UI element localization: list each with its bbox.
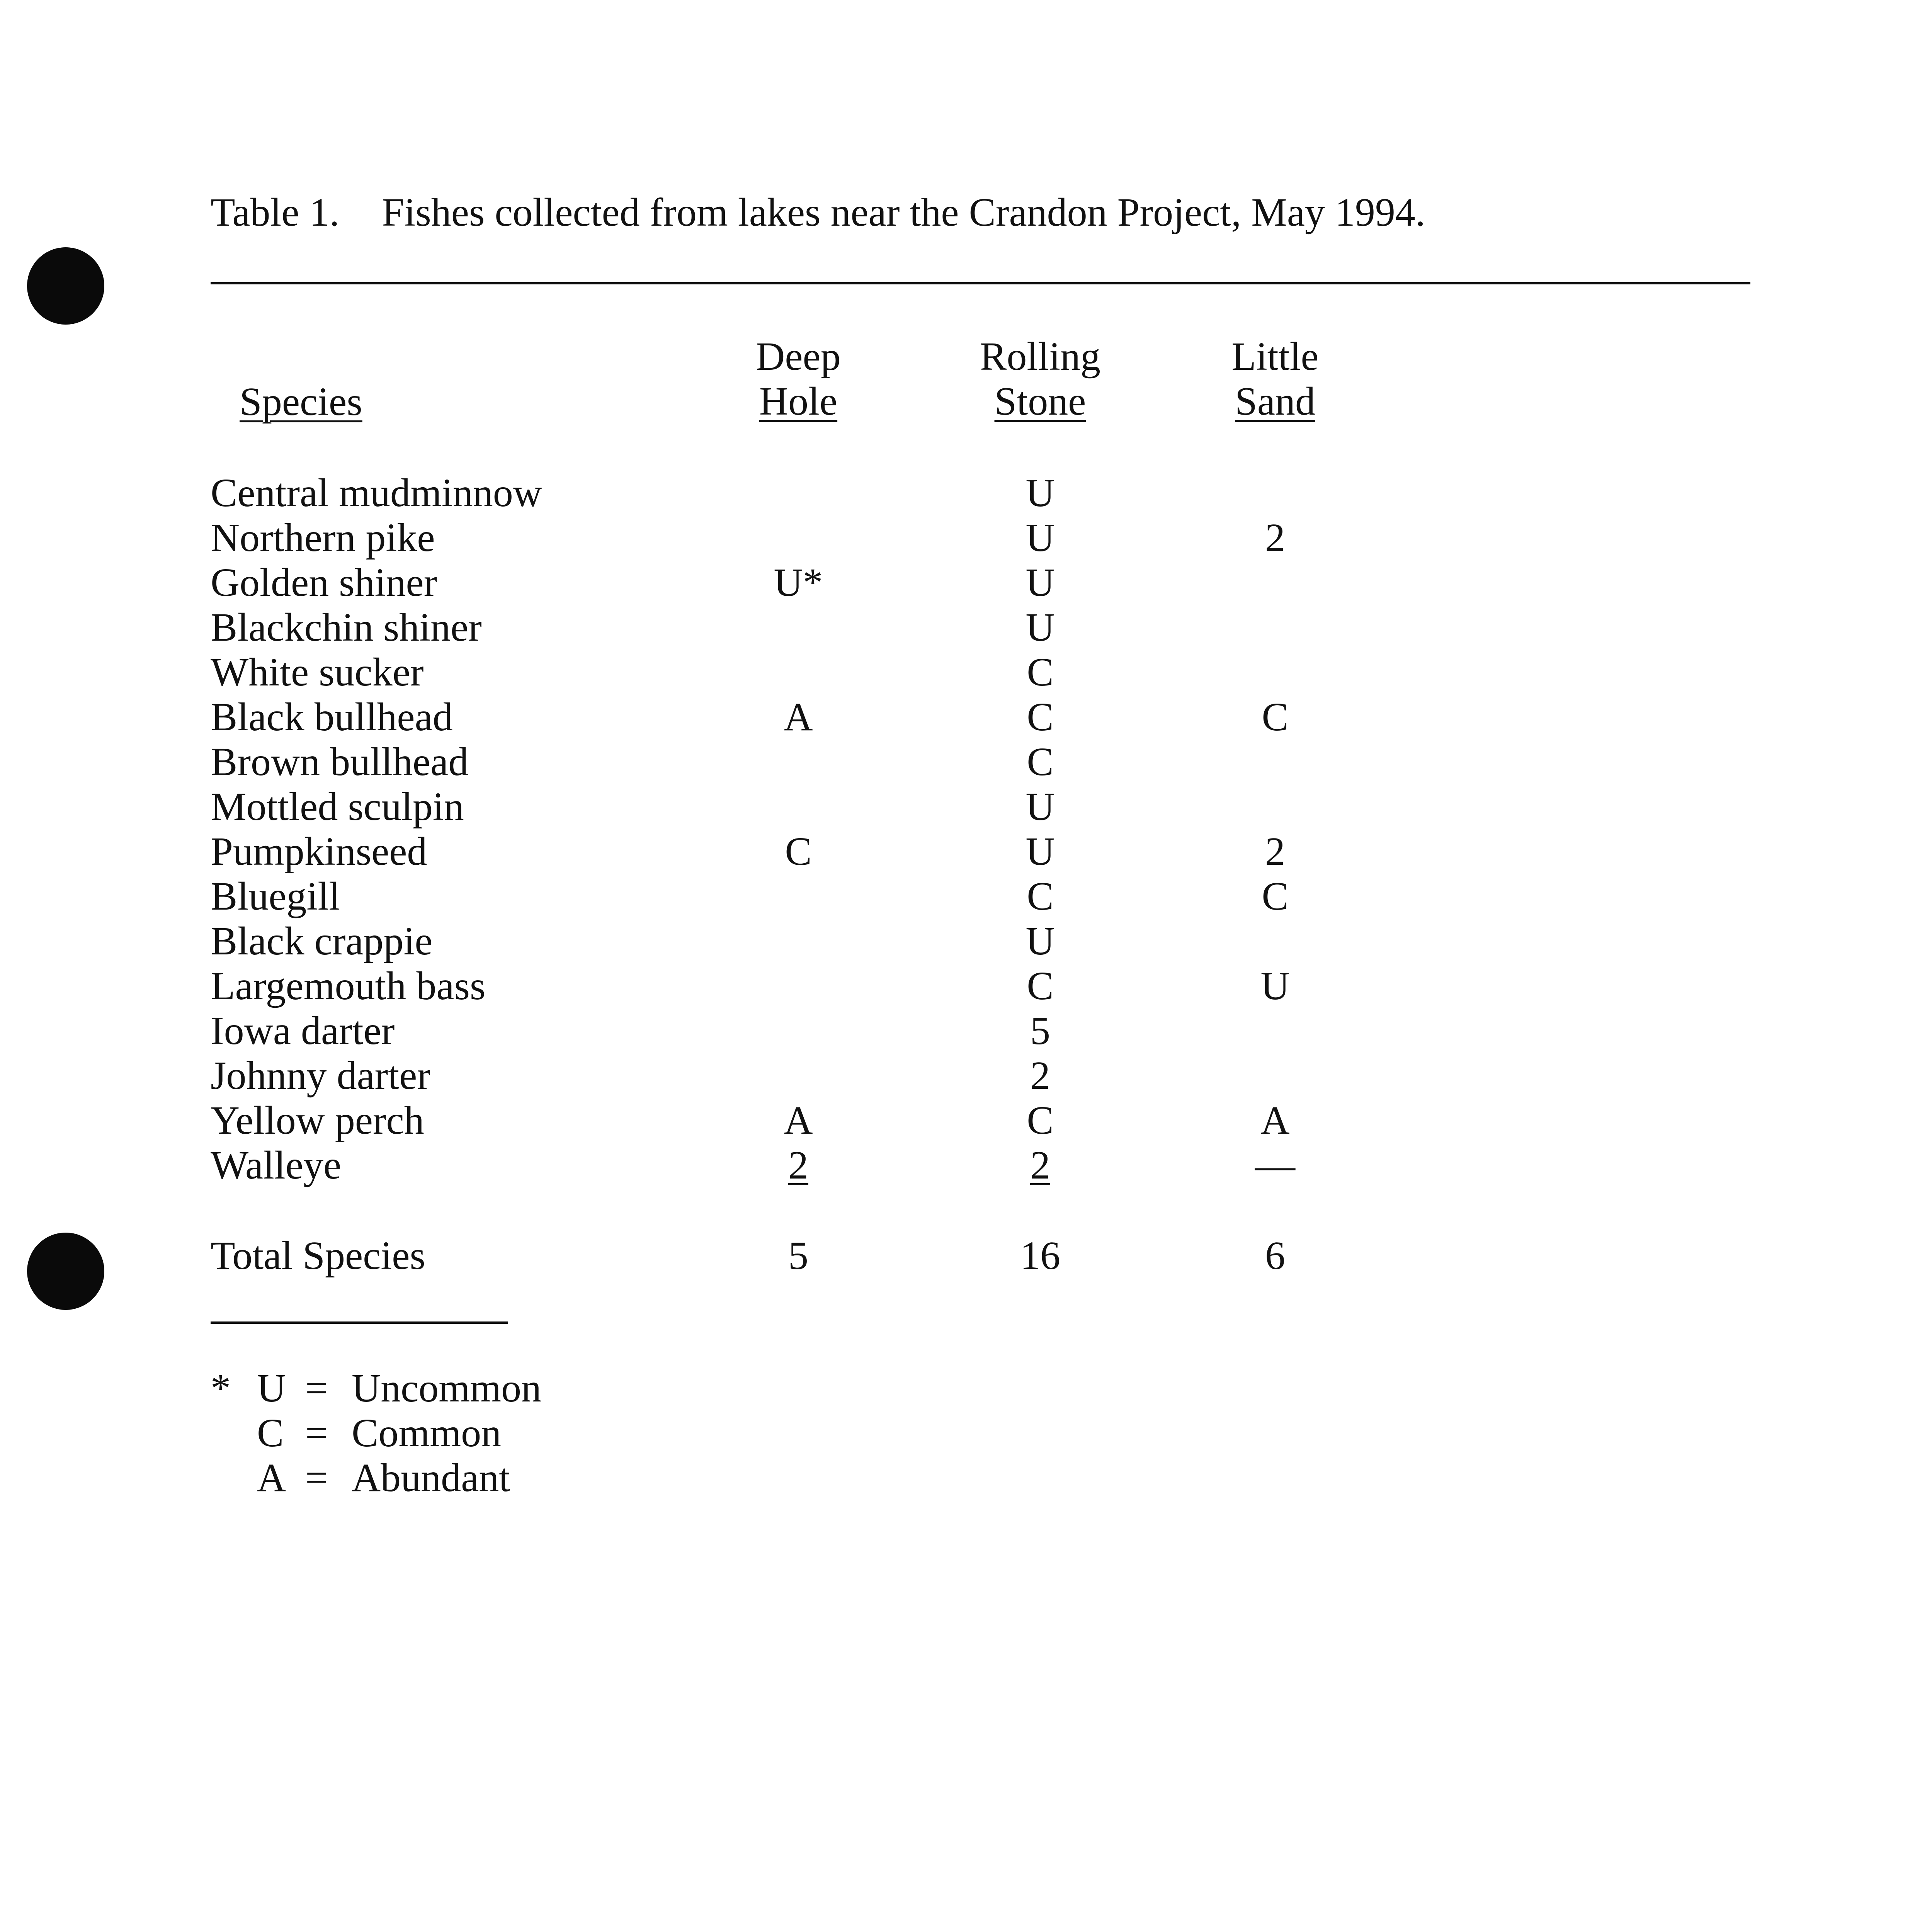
table-caption-label: Table 1. — [211, 190, 340, 235]
deep-hole-value: C — [785, 829, 812, 874]
header-deep-hole-line1: Deep — [756, 334, 841, 379]
little-sand-value: C — [1262, 695, 1289, 739]
rolling-stone-value: U — [1026, 919, 1055, 963]
table-row — [0, 605, 1932, 650]
table-row — [0, 471, 1932, 515]
species-name: Central mudminnow — [211, 471, 542, 515]
legend-key: U — [257, 1366, 286, 1410]
totals-row — [0, 1233, 1932, 1278]
rolling-stone-value: C — [1027, 1098, 1054, 1143]
legend-equals: = — [305, 1411, 328, 1455]
species-name: Mottled sculpin — [211, 784, 464, 829]
header-species: Species — [240, 379, 362, 424]
totals-label: Total Species — [211, 1233, 425, 1278]
rolling-stone-value: C — [1027, 695, 1054, 739]
species-name: White sucker — [211, 650, 424, 694]
header-little-sand — [1159, 334, 1391, 424]
binder-hole-top — [27, 247, 104, 325]
little-sand-value: 2 — [1265, 829, 1285, 874]
rolling-stone-value: C — [1027, 874, 1054, 918]
rolling-stone-value: U — [1026, 605, 1055, 650]
table-caption — [211, 189, 1425, 235]
table-row — [0, 784, 1932, 829]
table-row — [0, 560, 1932, 605]
table-row — [0, 919, 1932, 964]
table-row — [0, 650, 1932, 695]
table-row — [0, 1053, 1932, 1098]
table-row — [0, 829, 1932, 874]
little-sand-value: A — [1260, 1098, 1290, 1143]
species-name: Pumpkinseed — [211, 829, 427, 874]
rolling-stone-value: U — [1026, 784, 1055, 829]
header-deep-hole — [682, 334, 914, 424]
little-sand-value: — — [1255, 1143, 1295, 1187]
rolling-stone-value: U — [1026, 515, 1055, 560]
species-name: Northern pike — [211, 515, 435, 560]
rolling-stone-value: U — [1026, 829, 1055, 874]
legend-value: Uncommon — [352, 1366, 542, 1410]
table-row — [0, 874, 1932, 919]
legend-equals: = — [305, 1366, 328, 1410]
rolling-stone-value: 5 — [1030, 1009, 1050, 1053]
header-rolling-stone-line1: Rolling — [980, 334, 1101, 379]
rolling-stone-total: 16 — [1020, 1233, 1060, 1278]
rolling-stone-value: U — [1026, 560, 1055, 605]
table-row — [0, 695, 1932, 740]
species-name: Black bullhead — [211, 695, 453, 739]
rolling-stone-value: C — [1027, 740, 1054, 784]
deep-hole-value: A — [784, 1098, 813, 1143]
rolling-stone-value — [963, 1143, 1117, 1188]
deep-hole-value: U* — [774, 560, 823, 605]
species-name: Walleye — [211, 1143, 342, 1187]
header-rolling-stone — [924, 334, 1156, 424]
table-row — [0, 1098, 1932, 1143]
rolling-stone-value: U — [1026, 471, 1055, 515]
species-name: Blackchin shiner — [211, 605, 482, 650]
deep-hole-value-text: 2 — [788, 1143, 808, 1187]
species-name: Largemouth bass — [211, 964, 486, 1008]
species-name: Iowa darter — [211, 1009, 395, 1053]
species-name: Golden shiner — [211, 560, 437, 605]
table-row — [0, 1143, 1932, 1188]
legend-equals: = — [305, 1456, 328, 1500]
table-row — [0, 740, 1932, 784]
deep-hole-value — [721, 1143, 876, 1188]
species-name: Black crappie — [211, 919, 433, 963]
table-row — [0, 515, 1932, 560]
table-row — [0, 1009, 1932, 1053]
little-sand-value: 2 — [1265, 515, 1285, 560]
rolling-stone-value: C — [1027, 964, 1054, 1008]
rolling-stone-value: C — [1027, 650, 1054, 694]
header-deep-hole-line2: Hole — [759, 379, 838, 423]
little-sand-value: U — [1260, 964, 1290, 1008]
legend-value: Abundant — [352, 1456, 510, 1500]
footnote-rule — [211, 1321, 508, 1324]
legend-key: C — [257, 1411, 284, 1455]
header-rolling-stone-line2: Stone — [994, 379, 1086, 423]
deep-hole-total: 5 — [788, 1233, 808, 1278]
table-row — [0, 964, 1932, 1009]
species-name: Bluegill — [211, 874, 340, 918]
species-name: Yellow perch — [211, 1098, 424, 1143]
species-name: Johnny darter — [211, 1053, 430, 1098]
rolling-stone-value: 2 — [1030, 1053, 1050, 1098]
legend-value: Common — [352, 1411, 502, 1455]
caption-rule — [211, 282, 1750, 284]
species-name: Brown bullhead — [211, 740, 469, 784]
header-little-sand-line2: Sand — [1235, 379, 1315, 423]
little-sand-total: 6 — [1265, 1233, 1285, 1278]
little-sand-value: C — [1262, 874, 1289, 918]
deep-hole-value: A — [784, 695, 813, 739]
legend-key: A — [257, 1456, 286, 1500]
rolling-stone-value-text: 2 — [1030, 1143, 1050, 1187]
legend-marker: * — [211, 1366, 231, 1410]
header-little-sand-line1: Little — [1231, 334, 1319, 379]
table-caption-text: Fishes collected from lakes near the Crandon Project, May 1994. — [382, 190, 1425, 235]
